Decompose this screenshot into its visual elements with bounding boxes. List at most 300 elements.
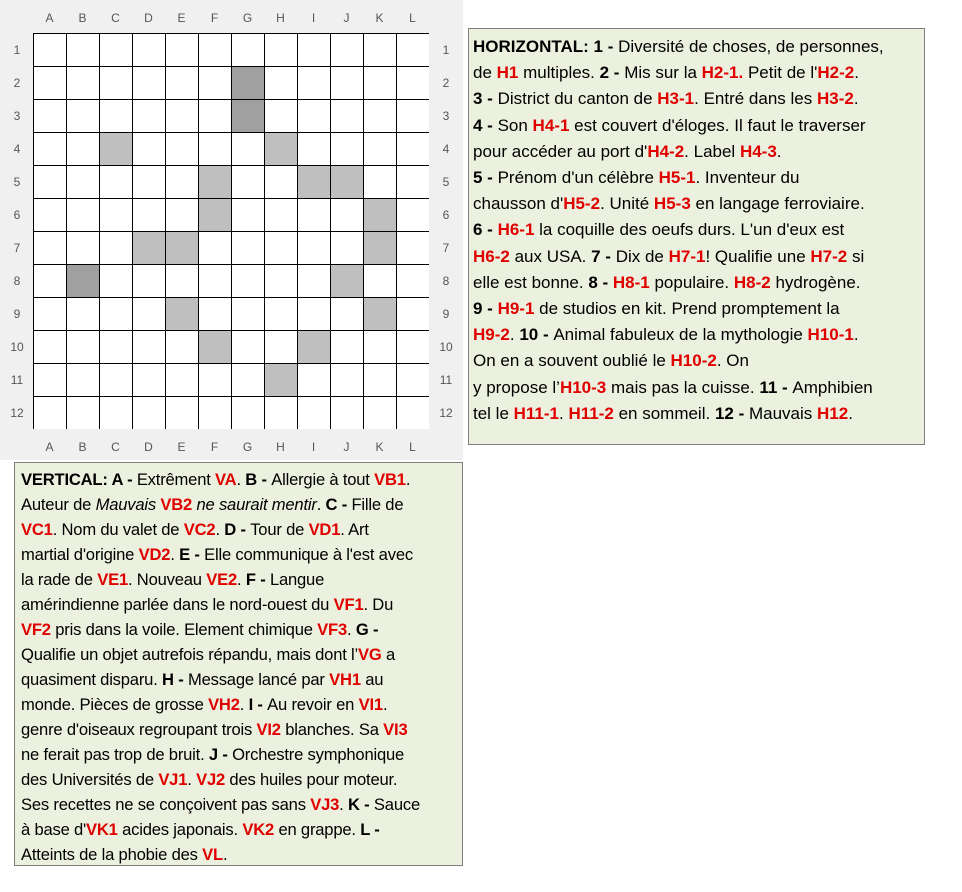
grid-cell[interactable] <box>67 100 99 132</box>
clue-number: C - <box>325 495 352 514</box>
clue-text: . Nouveau <box>127 570 207 589</box>
horizontal-clues <box>468 28 925 445</box>
clue-italic-text: ne saurait mentir <box>192 495 317 514</box>
grid-cell[interactable] <box>364 133 396 165</box>
grid-cell[interactable] <box>34 298 66 330</box>
clue-text: est couvert d'éloges. Il faut le traverser <box>569 115 866 135</box>
answer-reference: VC1 <box>21 520 53 539</box>
grid-cell[interactable] <box>34 100 66 132</box>
clue-text: ne ferait pas trop de bruit. <box>21 745 209 764</box>
grid-cell[interactable] <box>331 199 363 231</box>
column-label: I <box>311 440 316 454</box>
grid-cell[interactable] <box>298 265 330 297</box>
black-square <box>199 166 231 198</box>
grid-cell[interactable] <box>397 397 429 429</box>
clue-number: 9 - <box>473 299 498 319</box>
black-square <box>166 298 198 330</box>
clue-text: . Entré dans les <box>694 89 817 109</box>
clue-text: à base d' <box>21 820 87 839</box>
grid-cell[interactable] <box>133 298 165 330</box>
grid-cell[interactable] <box>265 331 297 363</box>
answer-reference: VE2 <box>206 570 238 589</box>
clue-text: . Label <box>684 141 740 161</box>
row-label: 8 <box>442 274 450 288</box>
answer-reference: VJ1 <box>158 770 188 789</box>
grid-cell[interactable] <box>100 100 132 132</box>
crossword-panel <box>0 0 463 460</box>
black-square <box>331 265 363 297</box>
grid-cell[interactable] <box>67 331 99 363</box>
answer-reference: VF3 <box>317 620 348 639</box>
grid-cell[interactable] <box>265 232 297 264</box>
grid-cell[interactable] <box>265 34 297 66</box>
clue-number: 5 - <box>473 168 498 188</box>
grid-cell[interactable] <box>133 166 165 198</box>
grid-cell[interactable] <box>298 397 330 429</box>
grid-cell[interactable] <box>133 397 165 429</box>
grid-cell[interactable] <box>100 166 132 198</box>
answer-reference: VK1 <box>86 820 118 839</box>
answer-reference: VD2 <box>138 545 171 564</box>
answer-reference: VF2 <box>21 620 51 639</box>
grid-cell[interactable] <box>100 331 132 363</box>
grid-cell[interactable] <box>100 232 132 264</box>
answer-reference: H4-3 <box>739 141 777 161</box>
clue-text: amérindienne parlée dans le nord-ouest du <box>21 595 334 614</box>
column-label: A <box>45 440 54 454</box>
row-label: 3 <box>442 109 450 123</box>
grid-cell[interactable] <box>232 331 264 363</box>
answer-reference: VH1 <box>329 670 361 689</box>
grid-cell[interactable] <box>331 67 363 99</box>
clue-text: . <box>853 325 859 345</box>
clue-number: I - <box>248 695 268 714</box>
clue-text: . <box>236 470 246 489</box>
grid-cell[interactable] <box>331 364 363 396</box>
grid-cell[interactable] <box>331 331 363 363</box>
clue-number: 11 - <box>759 377 793 397</box>
grid-cell[interactable] <box>232 265 264 297</box>
clue-text: . Unité <box>600 194 654 214</box>
grid-cell[interactable] <box>133 364 165 396</box>
clue-text: blanches. Sa <box>280 720 384 739</box>
grid-cell[interactable] <box>298 100 330 132</box>
black-square <box>100 133 132 165</box>
grid-cell[interactable] <box>67 364 99 396</box>
answer-reference: H9-1 <box>497 299 535 319</box>
grid-cell[interactable] <box>67 133 99 165</box>
grid-cell[interactable] <box>133 133 165 165</box>
grid-cell[interactable] <box>397 364 429 396</box>
answer-reference: H10-2 <box>670 351 717 371</box>
clue-text: . <box>187 770 197 789</box>
grid-cell[interactable] <box>166 364 198 396</box>
grid-cell[interactable] <box>199 34 231 66</box>
grid-cell[interactable] <box>67 67 99 99</box>
clue-text: . <box>316 495 326 514</box>
grid-cell[interactable] <box>364 397 396 429</box>
clue-text: monde. Pièces de grosse <box>21 695 209 714</box>
grid-cell[interactable] <box>166 34 198 66</box>
grid-cell[interactable] <box>34 67 66 99</box>
grid-cell[interactable] <box>232 34 264 66</box>
grid-cell[interactable] <box>199 397 231 429</box>
row-label: 1 <box>13 43 21 57</box>
row-label: 10 <box>10 340 24 354</box>
grid-cell[interactable] <box>331 298 363 330</box>
grid-cell[interactable] <box>100 298 132 330</box>
clue-text: Animal fabuleux de la mythologie <box>553 325 808 345</box>
clue-number: 6 - <box>473 220 498 240</box>
grid-cell[interactable] <box>397 166 429 198</box>
grid-cell[interactable] <box>199 100 231 132</box>
column-label: J <box>343 440 350 454</box>
grid-cell[interactable] <box>364 265 396 297</box>
clue-text: de studios en kit. Prend promptement la <box>534 299 840 319</box>
grid-cell[interactable] <box>265 67 297 99</box>
grid-cell[interactable] <box>166 331 198 363</box>
clue-text: . <box>776 141 782 161</box>
grid-cell[interactable] <box>67 397 99 429</box>
grid-cell[interactable] <box>133 199 165 231</box>
clue-text: Dix de <box>615 246 669 266</box>
grid-cell[interactable] <box>199 364 231 396</box>
clue-text: . Nom du valet de <box>52 520 184 539</box>
grid-cell[interactable] <box>34 199 66 231</box>
grid-cell[interactable] <box>364 34 396 66</box>
row-label: 7 <box>442 241 450 255</box>
clue-text: acides japonais. <box>117 820 243 839</box>
answer-reference: VI1 <box>358 695 383 714</box>
clue-number: J - <box>208 745 233 764</box>
grid-cell[interactable] <box>298 133 330 165</box>
clue-number: 8 - <box>588 272 613 292</box>
answer-reference: H8-1 <box>612 272 650 292</box>
row-label: 11 <box>10 373 24 387</box>
grid-cell[interactable] <box>133 265 165 297</box>
clue-text: Sauce <box>373 795 420 814</box>
grid-cell[interactable] <box>166 166 198 198</box>
column-label: A <box>45 11 54 25</box>
row-label: 12 <box>439 406 453 420</box>
column-label: K <box>375 11 384 25</box>
clue-text: genre d'oiseaux regroupant trois <box>21 720 257 739</box>
answer-reference: VI3 <box>383 720 408 739</box>
clue-number: G - <box>355 620 379 639</box>
row-label: 8 <box>13 274 21 288</box>
clue-text: . Art <box>340 520 369 539</box>
clue-text: martial d'origine <box>21 545 139 564</box>
answer-reference: VB1 <box>374 470 406 489</box>
clue-text: en grappe. <box>274 820 361 839</box>
black-square <box>232 67 264 99</box>
clue-text: . <box>559 403 569 423</box>
row-label: 5 <box>442 175 450 189</box>
answer-reference: H11-2 <box>568 403 614 423</box>
grid-cell[interactable] <box>397 298 429 330</box>
answer-reference: VG <box>358 645 382 664</box>
clue-number: HORIZONTAL: 1 - <box>473 37 619 56</box>
clue-text: . <box>222 845 228 864</box>
grid-cell[interactable] <box>232 364 264 396</box>
row-label: 9 <box>442 307 450 321</box>
clue-text: Qualifie un objet autrefois répandu, mais dont l’ <box>21 645 359 664</box>
answer-reference: VI2 <box>256 720 281 739</box>
answer-reference: H8-2 <box>733 272 771 292</box>
grid-cell[interactable] <box>397 34 429 66</box>
grid-cell[interactable] <box>265 199 297 231</box>
grid-cell[interactable] <box>199 133 231 165</box>
clue-text: pris dans la voile. Element chimique <box>50 620 318 639</box>
grid-cell[interactable] <box>397 133 429 165</box>
clue-text: quasiment disparu. <box>21 670 163 689</box>
answer-reference: H5-2 <box>563 194 601 214</box>
grid-cell[interactable] <box>265 298 297 330</box>
clue-text: . <box>509 325 520 345</box>
grid-cell[interactable] <box>67 298 99 330</box>
grid-cell[interactable] <box>34 34 66 66</box>
clue-text: pour accéder au port d' <box>473 141 648 161</box>
grid-cell[interactable] <box>199 232 231 264</box>
clue-text: Son <box>497 115 533 135</box>
answer-reference: H5-1 <box>658 168 696 188</box>
clue-text: a <box>381 645 396 664</box>
column-label: F <box>210 11 219 25</box>
clue-text: Elle communique à l'est avec <box>204 545 413 564</box>
answer-reference: H3-1 <box>657 89 695 109</box>
grid-cell[interactable] <box>232 298 264 330</box>
row-label: 4 <box>442 142 450 156</box>
grid-cell[interactable] <box>265 265 297 297</box>
grid-cell[interactable] <box>67 166 99 198</box>
black-square <box>364 199 396 231</box>
clue-number: B - <box>245 470 272 489</box>
black-square <box>232 100 264 132</box>
grid-cell[interactable] <box>133 34 165 66</box>
grid-cell[interactable] <box>397 331 429 363</box>
answer-reference: H10-3 <box>559 377 607 397</box>
grid-cell[interactable] <box>265 166 297 198</box>
clue-text: en sommeil. <box>613 403 715 423</box>
answer-reference: H9-2 <box>473 325 510 345</box>
clue-text: . <box>382 695 388 714</box>
column-label: F <box>210 440 219 454</box>
grid-cell[interactable] <box>100 34 132 66</box>
grid-cell[interactable] <box>331 133 363 165</box>
grid-cell[interactable] <box>100 67 132 99</box>
grid-cell[interactable] <box>34 364 66 396</box>
black-square <box>265 364 297 396</box>
clue-text: multiples. <box>518 63 600 83</box>
clue-text: . <box>215 520 225 539</box>
grid-cell[interactable] <box>232 166 264 198</box>
answer-reference: H12 <box>817 403 849 423</box>
column-label: B <box>78 11 87 25</box>
column-label: C <box>111 11 120 25</box>
column-label: D <box>144 440 153 454</box>
grid-cell[interactable] <box>34 166 66 198</box>
grid-cell[interactable] <box>265 397 297 429</box>
answer-reference: H2-2 <box>817 63 855 83</box>
grid-cell[interactable] <box>364 331 396 363</box>
answer-reference: VJ2 <box>196 770 226 789</box>
grid-cell[interactable] <box>100 199 132 231</box>
clue-text: Message lancé par <box>187 670 330 689</box>
grid-cell[interactable] <box>199 265 231 297</box>
grid-cell[interactable] <box>34 265 66 297</box>
grid-cell[interactable] <box>133 67 165 99</box>
clue-text: . <box>237 570 246 589</box>
column-label: H <box>276 11 285 25</box>
column-label: L <box>409 440 416 454</box>
grid-cell[interactable] <box>331 397 363 429</box>
grid-cell[interactable] <box>166 100 198 132</box>
column-label: L <box>409 11 416 25</box>
grid-cell[interactable] <box>397 67 429 99</box>
clue-text: . <box>339 795 348 814</box>
clue-text: Diversité de choses, de personnes, <box>618 37 884 56</box>
grid-cell[interactable] <box>34 397 66 429</box>
column-label: C <box>111 440 120 454</box>
grid-cell[interactable] <box>67 34 99 66</box>
grid-cell[interactable] <box>34 232 66 264</box>
grid-cell[interactable] <box>298 232 330 264</box>
grid-cell[interactable] <box>298 199 330 231</box>
clue-text: mais pas la cuisse. <box>606 377 760 397</box>
grid-cell[interactable] <box>166 265 198 297</box>
row-label: 9 <box>13 307 21 321</box>
clue-text: si <box>847 246 865 266</box>
clue-number: D - <box>224 520 251 539</box>
black-square <box>331 166 363 198</box>
black-square <box>199 199 231 231</box>
clue-text: Langue <box>269 570 325 589</box>
clue-text: Tour de <box>250 520 309 539</box>
grid-cell[interactable] <box>100 265 132 297</box>
grid-cell[interactable] <box>232 133 264 165</box>
clue-text: ! Qualifie une <box>705 246 811 266</box>
vertical-clues <box>14 462 463 866</box>
answer-reference: VJ3 <box>310 795 340 814</box>
grid-cell[interactable] <box>331 232 363 264</box>
clue-text: On en a souvent oublié le <box>473 351 671 371</box>
black-square <box>364 232 396 264</box>
grid-cell[interactable] <box>298 298 330 330</box>
grid-cell[interactable] <box>364 364 396 396</box>
column-label: E <box>177 11 186 25</box>
black-square <box>166 232 198 264</box>
clue-text: au <box>360 670 384 689</box>
grid-cell[interactable] <box>364 67 396 99</box>
grid-cell[interactable] <box>298 34 330 66</box>
clue-text: tel le <box>473 403 514 423</box>
column-label: B <box>78 440 87 454</box>
answer-reference: H1 <box>496 63 519 83</box>
clue-text: elle est bonne. <box>473 272 589 292</box>
grid-cell[interactable] <box>166 67 198 99</box>
grid-cell[interactable] <box>199 67 231 99</box>
row-label: 10 <box>439 340 453 354</box>
grid-cell[interactable] <box>298 67 330 99</box>
answer-reference: VD1 <box>308 520 341 539</box>
grid-cell[interactable] <box>397 265 429 297</box>
grid-cell[interactable] <box>100 397 132 429</box>
answer-reference: VK2 <box>242 820 275 839</box>
clue-number: K - <box>347 795 374 814</box>
clue-text: Prénom d'un célèbre <box>497 168 659 188</box>
grid-cell[interactable] <box>34 331 66 363</box>
grid-cell[interactable] <box>133 100 165 132</box>
grid-cell[interactable] <box>232 232 264 264</box>
grid-cell[interactable] <box>397 232 429 264</box>
clue-number: 7 - <box>591 246 616 266</box>
clue-text: Petit de l' <box>743 63 818 83</box>
grid-cell[interactable] <box>397 199 429 231</box>
clue-number: 2 - <box>599 63 625 83</box>
grid-cell[interactable] <box>199 298 231 330</box>
clue-text: hydrogène. <box>770 272 861 292</box>
clue-text: . Du <box>363 595 394 614</box>
grid-cell[interactable] <box>100 364 132 396</box>
clue-text: . <box>853 89 859 109</box>
black-square <box>298 331 330 363</box>
clue-number: 10 - <box>519 325 554 345</box>
answer-reference: H3-2 <box>816 89 854 109</box>
clue-text: de <box>473 63 497 83</box>
grid-cell[interactable] <box>232 397 264 429</box>
answer-reference: VH2 <box>208 695 240 714</box>
grid-cell[interactable] <box>397 100 429 132</box>
grid-cell[interactable] <box>364 166 396 198</box>
row-label: 2 <box>13 76 21 90</box>
grid-cell[interactable] <box>265 100 297 132</box>
clue-italic-text: Mauvais <box>95 495 161 514</box>
clue-number: 3 - <box>473 89 498 109</box>
answer-reference: H7-2 <box>810 246 848 266</box>
clue-number: F - <box>245 570 270 589</box>
answer-reference: VE1 <box>97 570 128 589</box>
column-label: I <box>311 11 316 25</box>
grid-cell[interactable] <box>298 364 330 396</box>
row-label: 12 <box>10 406 24 420</box>
grid-cell[interactable] <box>331 34 363 66</box>
row-label: 6 <box>13 208 21 222</box>
grid-cell[interactable] <box>67 232 99 264</box>
answer-reference: VB2 <box>160 495 193 514</box>
answer-reference: H10-1 <box>807 325 854 345</box>
grid-cell[interactable] <box>331 100 363 132</box>
row-label: 11 <box>439 373 453 387</box>
grid-cell[interactable] <box>166 133 198 165</box>
answer-reference: VA <box>215 470 237 489</box>
grid-cell[interactable] <box>67 199 99 231</box>
grid-cell[interactable] <box>166 397 198 429</box>
clue-text: des huiles pour moteur. <box>225 770 398 789</box>
grid-cell[interactable] <box>364 100 396 132</box>
answer-reference: VC2 <box>183 520 216 539</box>
answer-reference: VF1 <box>333 595 364 614</box>
answer-reference: H5-3 <box>653 194 691 214</box>
row-label: 3 <box>13 109 21 123</box>
crossword-grid <box>33 33 429 429</box>
answer-reference: H6-1 <box>497 220 535 240</box>
grid-cell[interactable] <box>133 331 165 363</box>
clue-text: Auteur de <box>21 495 96 514</box>
grid-cell[interactable] <box>232 199 264 231</box>
grid-cell[interactable] <box>166 199 198 231</box>
grid-cell[interactable] <box>34 133 66 165</box>
row-label: 7 <box>13 241 21 255</box>
